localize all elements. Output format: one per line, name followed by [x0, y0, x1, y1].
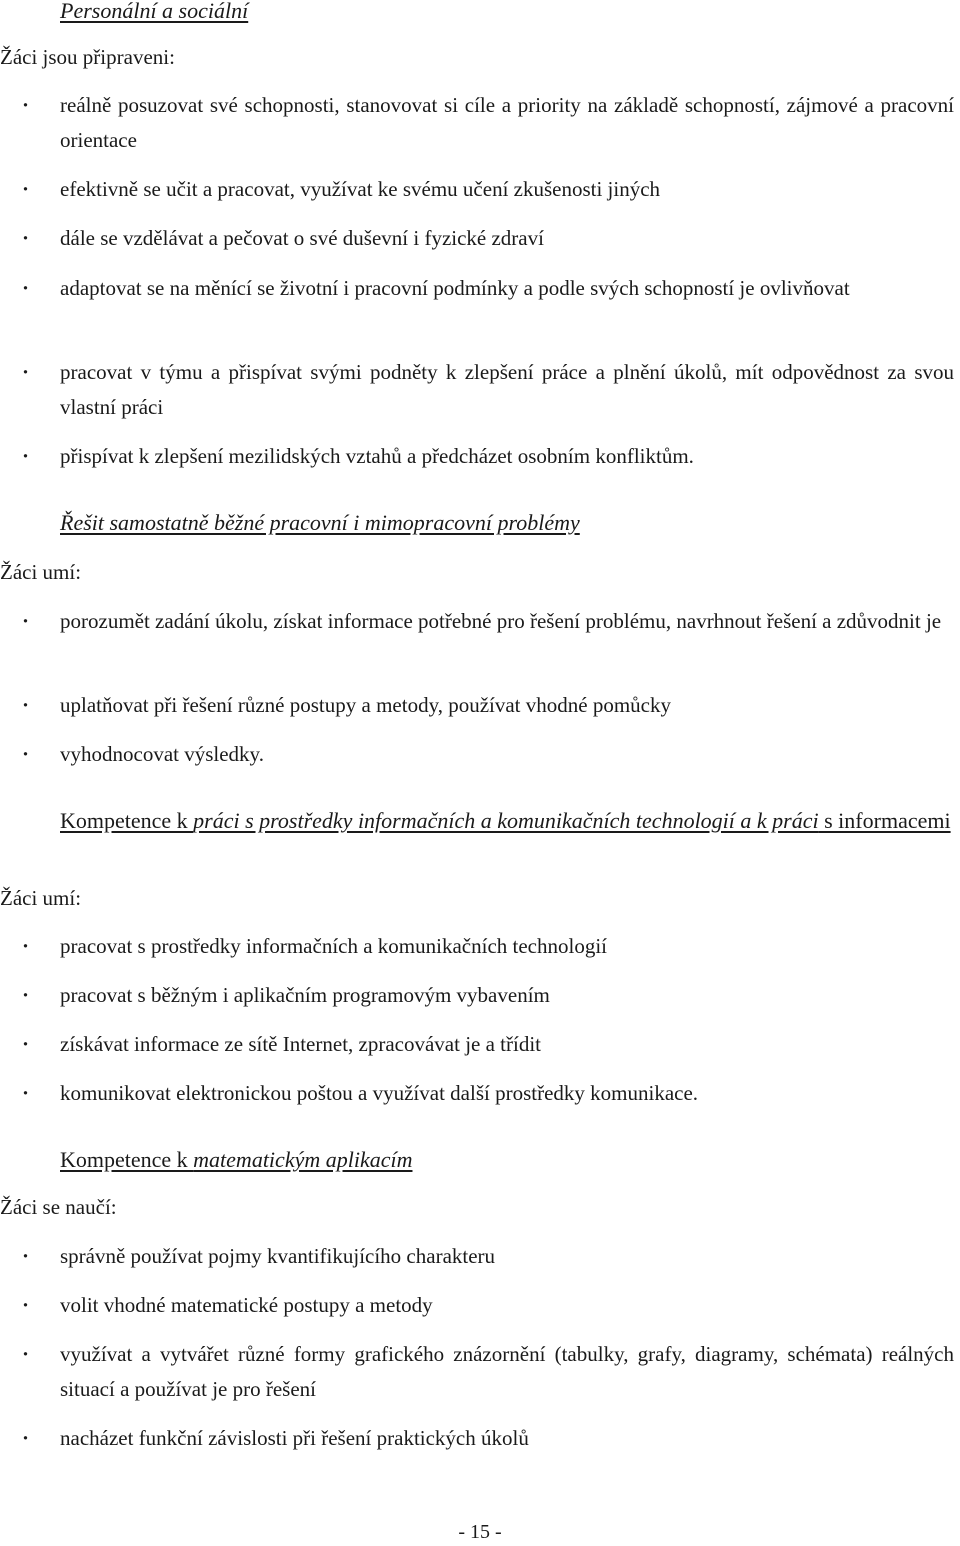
bullet-marker: ·	[22, 276, 30, 300]
list-item	[22, 1337, 954, 1407]
list-item-text: vyhodnocovat výsledky.	[60, 742, 264, 766]
list-item	[22, 604, 954, 639]
list-item-text: efektivně se učit a pracovat, využívat ke svému učení zkušenosti jiných	[60, 177, 661, 201]
bullet-marker: ·	[22, 177, 30, 201]
heading-italic-text: Personální a sociální	[60, 0, 249, 23]
heading-plain-text: Kompetence k	[60, 1147, 194, 1172]
list-item-text: nacházet funkční závislosti při řešení praktických úkolů	[60, 1426, 529, 1450]
list-item	[22, 1239, 954, 1274]
list-item-text: adaptovat se na měnící se životní i pracovní podmínky a podle svých schopností je ovlivňovat	[60, 276, 850, 300]
bullet-marker: ·	[22, 1426, 30, 1450]
list-item	[22, 978, 954, 1013]
list-item	[22, 929, 954, 964]
heading-plain-text-2: s informacemi	[818, 808, 951, 833]
section-heading-personal-social	[60, 0, 956, 26]
list-item-text: uplatňovat při řešení různé postupy a metody, používat vhodné pomůcky	[60, 693, 671, 717]
list-item-text: přispívat k zlepšení mezilidských vztahů a předcházet osobním konfliktům.	[60, 444, 694, 468]
section-heading-problem-solving	[60, 508, 956, 538]
list-item	[22, 271, 954, 306]
bullet-marker: ·	[22, 1032, 30, 1056]
section-intro: Žáci jsou připraveni:	[0, 45, 175, 69]
list-item-text: pracovat v týmu a přispívat svými podněty k zlepšení práce a plnění úkolů, mít odpovědnost za svou vlastní práci	[60, 360, 954, 419]
list-item	[22, 172, 954, 207]
bullet-marker: ·	[22, 693, 30, 717]
bullet-marker: ·	[22, 983, 30, 1007]
list-item-text: využívat a vytvářet různé formy grafického znázornění (tabulky, grafy, diagramy, schémata) reálných situací a používat je pro řešení	[60, 1342, 954, 1401]
heading-italic-text: práci s prostředky informačních a komunikačních technologií a k práci	[193, 808, 819, 833]
list-item	[22, 1027, 954, 1062]
section-intro: Žáci se naučí:	[0, 1195, 117, 1219]
list-item	[22, 1421, 954, 1456]
list-item	[22, 688, 954, 723]
section-heading-math	[60, 1145, 956, 1175]
list-item-text: správně používat pojmy kvantifikujícího charakteru	[60, 1244, 496, 1268]
bullet-marker: ·	[22, 1081, 30, 1105]
heading-italic-text: matematickým aplikacím	[193, 1147, 413, 1172]
bullet-marker: ·	[22, 609, 30, 633]
bullet-marker: ·	[22, 1244, 30, 1268]
list-item-text: získávat informace ze sítě Internet, zpracovávat je a třídit	[60, 1032, 542, 1056]
list-item	[22, 1288, 954, 1323]
list-item-text: porozumět zadání úkolu, získat informace potřebné pro řešení problému, navrhnout řešení a zdůvodnit je	[60, 609, 942, 633]
list-item	[22, 88, 954, 158]
bullet-marker: ·	[22, 360, 30, 384]
bullet-marker: ·	[22, 1342, 30, 1366]
list-item-text: dále se vzdělávat a pečovat o své duševní i fyzické zdraví	[60, 226, 544, 250]
list-item	[22, 737, 954, 772]
bullet-marker: ·	[22, 226, 30, 250]
list-item-text: pracovat s běžným i aplikačním programovým vybavením	[60, 983, 550, 1007]
list-item-text: reálně posuzovat své schopnosti, stanovovat si cíle a priority na základě schopností, zájmové a pracovní orientace	[60, 93, 954, 152]
bullet-marker: ·	[22, 934, 30, 958]
section-heading-ict	[60, 806, 956, 836]
bullet-marker: ·	[22, 742, 30, 766]
list-item	[22, 221, 954, 256]
bullet-marker: ·	[22, 1293, 30, 1317]
section-intro: Žáci umí:	[0, 886, 82, 910]
list-item	[22, 355, 954, 425]
bullet-marker: ·	[22, 93, 30, 117]
heading-plain-text: Kompetence k	[60, 808, 194, 833]
page-number: - 15 -	[458, 1521, 502, 1543]
list-item	[22, 1076, 954, 1111]
heading-italic-text: Řešit samostatně běžné pracovní i mimopracovní problémy	[60, 510, 580, 535]
section-intro: Žáci umí:	[0, 560, 82, 584]
list-item-text: volit vhodné matematické postupy a metody	[60, 1293, 433, 1317]
list-item-text: komunikovat elektronickou poštou a využívat další prostředky komunikace.	[60, 1081, 699, 1105]
list-item-text: pracovat s prostředky informačních a komunikačních technologií	[60, 934, 607, 958]
list-item	[22, 439, 954, 474]
bullet-marker: ·	[22, 444, 30, 468]
